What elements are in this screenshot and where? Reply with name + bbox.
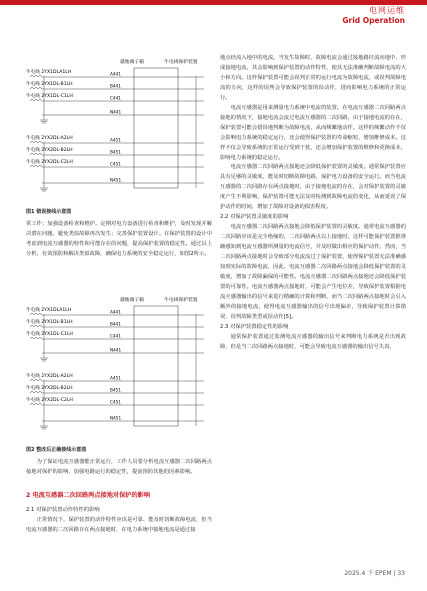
paragraph: 常工作；加强设备检查和维护。定期对电力设备进行检查和维护，及时发现并解决潜在问题，避免类似故障再次发生；完善保护装置设计。在保护装置的设计中考虑到电流互感器的特性和可能存在的问题，提高保护装置的稳定性。通过以上分析，有效预防和解决类似故障，确保电力系统的安全稳定运行，如图2所示。 (26, 221, 212, 257)
paragraph: 为了保证电流互感器能正常运行，工作人员要分析电流互感器二次回路两点接地对保护的影响，加强电路运行的稳定性，提前预防其他的因素影响。 (26, 459, 212, 475)
fig1-terminal-a-label: 就地端子箱 (120, 60, 144, 65)
fig1-terminal-b-label: 牛屯线保护装置 (164, 60, 198, 65)
wire-code: A451 (110, 137, 121, 143)
ct-coil-icon (30, 326, 42, 328)
wire-code: B441 (110, 321, 121, 327)
ct-coil-icon (30, 88, 42, 90)
subsection-2-3-title: 2.3 对保护装置稳定性的影响 (220, 323, 289, 330)
journal-title-cn: 电网运维 (369, 6, 405, 15)
fig2-terminal-b-label: 牛屯线保护装置 (164, 298, 198, 303)
wire-code: C441 (110, 95, 121, 101)
left-text-block1 (26, 220, 212, 260)
fig2-wiring (26, 306, 204, 429)
journal-title-en: Grid Operation (342, 16, 405, 25)
right-column (220, 54, 406, 353)
figure2-diagram (24, 292, 214, 442)
wire-code: N451 (110, 415, 122, 421)
wiring-line-label: 牛屯线 2YX1DL-C1LH (26, 94, 73, 99)
ground-icon (40, 426, 48, 429)
ct-coil-icon (30, 166, 42, 168)
ct-coil-icon (30, 76, 42, 78)
paragraph: 地点经流入地中的电流。当发生故障时，故障电流会通过接地路径流向地中，形成接地电流，其会影响到保护装置的动作特性，使其无法准确判断故障电流的大小和方向。这样保护装置可能会误判正常的运行电流为故障电流，或误判故障电流的方向，这样的误判会导致保护装置的误动作，进而影响电力系统的正常运行。 (220, 55, 406, 101)
left-text-block2 (26, 458, 212, 478)
fig1-wiring (26, 68, 204, 191)
wiring-line-label: 牛屯线 2YX2DL-C2LH (26, 160, 73, 165)
wire-code: A441 (110, 309, 121, 315)
paragraph: 电流互感器是用来测量电力系统中电流的装置。在电流互感器二次回路两点接地的情况下，接地电流会流过电流互感器的二次回路，由于接地电流的存在，保护装置可能会错误地判断为故障电流，从而频繁地动作。这样的频繁动作不仅会影响电力系统的稳定运行，还会使得保护装置的寿命缩短，增加维修成本。这样不仅会导致系统的正常运行受到干扰，还会增加保护装置的维修和更换成本，影响电力系统的稳定运行。 (220, 104, 406, 161)
figure1-diagram (24, 54, 214, 204)
wiring-line-label: 牛屯线 2YX2DL-B2LH (26, 148, 73, 153)
paragraph: 正常情况下，保护装置的动作特性应该是可靠、能及时切断故障电流，但当电流互感器的二次回路存在两点接地时，在电力系统中接地电流是通过接 (26, 516, 212, 533)
wire-code: B451 (110, 387, 121, 393)
wiring-line-label: 牛屯线 2YX2DL-C2LH (26, 398, 73, 403)
wire-code: C451 (110, 161, 121, 167)
fig2-terminal-box (134, 306, 178, 426)
figure1-caption: 图1 错误接线示意图 (26, 209, 72, 215)
wire-code: C441 (110, 333, 121, 339)
wiring-line-label: 牛屯线 2YX1DL-B1LH (26, 82, 73, 87)
subsection-2-2-title: 2.2 对保护装置灵敏度的影响 (220, 214, 289, 221)
ct-coil-icon (30, 404, 42, 406)
paragraph: 电流互感器二次回路两点接地会降低保护装置的灵敏度。通常电流互感器的二次回路应该是完全绝缘的，二次回路两点以上接地时，这样可能保护装置推准确感知到电流互感器所测量的电流信号，并及时做出相应的保护动作。然而，当二次回路两点接地时会导致部分电流流过了保护装置，使得保护装置无法准确感知到实际的故障电流，因此，电流互感器二次回路两点接地会降低保护装置的灵敏度，增加了故障漏保的可能性。电流互感器二次回路两点接地还会降低保护装置的可靠性。电流互感器两点接地时，可能会产生电位差，导致保护装置根据电流互感器输出的信号来进行精确的计算和判断，而当二次回路两点接地时会引入额外的接地电流，使得电流互感器输出的信号出现偏差，导致保护装置计算错误，误判故障类型或误动作[5]。 (220, 224, 406, 320)
journal-header (342, 7, 405, 25)
paragraph: 电流互感器二次回路两点接地还会降低保护装置的灵敏度。通常保护装置应具有足够的灵敏度，能及时切断故障电路，保护电力设备的安全运行。而当电流互感器的二次回路存在两点接地时，由于接地电流的存在，会对保护装置的灵敏度产生不利影响，保护装置可能无法及时检测到故障电流的变化，从而延误了保护动作的时间，增加了故障对设备的损害程度。 (220, 164, 406, 211)
wiring-line-label: 牛屯线 2YX2DL-B2LH (26, 386, 73, 391)
fig1-terminal-box (134, 68, 178, 188)
subsection-2-1-title: 2.1 对保护装置动作特性的影响 (26, 507, 100, 513)
wiring-line-label: 牛屯线 2YX2DL-A2LH (26, 136, 73, 141)
ct-coil-icon (30, 154, 42, 156)
wiring-line-label: 牛屯线 2YX1DL-B1LH (26, 320, 73, 325)
figure2-caption: 图2 整改后正确接线示意图 (26, 447, 87, 453)
ct-coil-icon (30, 338, 42, 340)
wire-code: N451 (110, 177, 122, 183)
paragraph: 通常保护装置通过监测电流互感器的输出信号来判断电力系统是否出现故障，但是当二次回路两点接地时，可能会导致电流互感器的输出信号失真， (220, 333, 406, 350)
wire-code: N441 (110, 347, 122, 353)
page-footer: 2025.4 下 EPEM | 33 (344, 570, 405, 577)
wire-code: C451 (110, 399, 121, 405)
wiring-line-label: 牛屯线 2YX1DLA1LH (26, 70, 72, 75)
ct-coil-icon (30, 380, 42, 382)
wire-code: B441 (110, 83, 121, 89)
left-text-block3 (26, 506, 212, 536)
wire-code: N441 (110, 109, 122, 115)
ground-icon (40, 358, 48, 361)
fig2-terminal-a-label: 就地端子箱 (120, 298, 144, 303)
wire-code: A441 (110, 71, 121, 77)
ct-coil-icon (30, 100, 42, 102)
wire-code: A451 (110, 375, 121, 381)
ct-coil-icon (30, 392, 42, 394)
ct-coil-icon (30, 314, 42, 316)
wiring-line-label: 牛屯线 2YX2DL-A2LH (26, 374, 73, 379)
wiring-line-label: 牛屯线 2YX1DLA1LH (26, 308, 72, 313)
wiring-line-label: 牛屯线 2YX1DL-C1LH (26, 332, 73, 337)
ct-coil-icon (30, 142, 42, 144)
top-accent-bar (0, 0, 427, 5)
ground-icon (40, 120, 48, 123)
ground-icon (40, 188, 48, 191)
section-2-title: 2 电流互感器二次回路两点接地对保护的影响 (26, 492, 151, 499)
wire-code: B451 (110, 149, 121, 155)
